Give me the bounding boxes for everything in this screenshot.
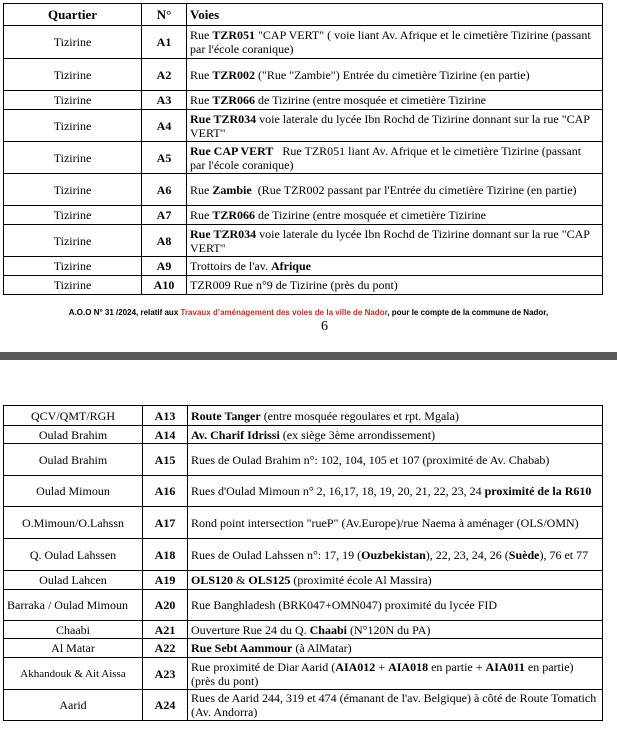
- cell-num: A21: [143, 621, 188, 639]
- cell-quartier: Tizirine: [4, 225, 142, 257]
- cell-voie: Rue TZR034 voie laterale du lycée Ibn Rochd de Tizirine donnant sur la rue "CAP VERT": [187, 225, 603, 257]
- cell-voie: Rue proximité de Diar Aarid (AIA012 + AIA018 en partie + AIA011 en partie) (près du pont): [188, 658, 603, 690]
- cell-voie: Rue TZR034 voie laterale du lycée Ibn Rochd de Tizirine donnant sur la rue "CAP VERT": [187, 110, 603, 142]
- cell-num: A24: [143, 690, 188, 721]
- table-header-row: [4, 4, 603, 26]
- cell-num: A19: [143, 571, 188, 590]
- cell-voie: Trottoirs de l'av. Afrique: [187, 257, 603, 276]
- cell-num: A13: [143, 406, 188, 426]
- page-divider: [0, 352, 617, 360]
- table-row: [4, 206, 603, 225]
- cell-quartier: Barraka / Oulad Mimoun: [4, 590, 143, 621]
- cell-quartier: Akhandouk & Ait Aissa: [4, 658, 143, 690]
- cell-num: A6: [142, 174, 187, 206]
- table-row: [4, 444, 603, 476]
- table-row: [4, 621, 603, 639]
- table-row: [4, 276, 603, 295]
- cell-quartier: O.Mimoun/O.Lahssn: [4, 507, 143, 539]
- cell-voie: Rues de Aarid 244, 319 et 474 (émanant de l'av. Belgique) à côté de Route Tomatich (Av. Andorra): [188, 690, 603, 721]
- cell-voie: OLS120 & OLS125 (proximité école Al Massira): [188, 571, 603, 590]
- cell-num: A5: [142, 142, 187, 174]
- table-row: [4, 539, 603, 571]
- cell-voie: Av. Charif Idrissi (ex siège 3ème arrondissement): [188, 426, 603, 444]
- cell-quartier: Tizirine: [4, 206, 142, 225]
- table-row: [4, 639, 603, 658]
- table-row: [4, 507, 603, 539]
- cell-quartier: Oulad Lahcen: [4, 571, 143, 590]
- cell-quartier: Tizirine: [4, 59, 142, 91]
- table-row: [4, 426, 603, 444]
- cell-voie: Rues de Oulad Lahssen n°: 17, 19 (Ouzbekistan), 22, 23, 24, 26 (Suède), 76 et 77: [188, 539, 603, 571]
- cell-quartier: Tizirine: [4, 91, 142, 110]
- cell-num: A16: [143, 476, 188, 507]
- roads-table-page-7: [3, 405, 603, 721]
- cell-num: A10: [142, 276, 187, 295]
- page-number: 6: [321, 319, 328, 334]
- table-row: [4, 406, 603, 426]
- cell-voie: Ouverture Rue 24 du Q. Chaabi (N°120N du PA): [188, 621, 603, 639]
- table-row: [4, 110, 603, 142]
- table-row: [4, 174, 603, 206]
- cell-quartier: Oulad Brahim: [4, 426, 143, 444]
- cell-voie: Rue CAP VERT Rue TZR051 liant Av. Afrique et le cimetière Tizirine (passant par l'école coranique): [187, 142, 603, 174]
- header-quartier: Quartier: [4, 4, 142, 26]
- table-row: [4, 476, 603, 507]
- cell-voie: Rue TZR002 ("Rue "Zambie") Entrée du cimetière Tizirine (en partie): [187, 59, 603, 91]
- cell-quartier: Tizirine: [4, 276, 142, 295]
- cell-num: A7: [142, 206, 187, 225]
- cell-num: A23: [143, 658, 188, 690]
- table-row: [4, 26, 603, 59]
- roads-table-page-6: [3, 3, 603, 295]
- table-row: [4, 91, 603, 110]
- cell-voie: TZR009 Rue n°9 de Tizirine (près du pont): [187, 276, 603, 295]
- table-row: [4, 571, 603, 590]
- table-row: [4, 690, 603, 721]
- cell-quartier: Aarid: [4, 690, 143, 721]
- header-voies: Voies: [187, 4, 603, 26]
- cell-quartier: Tizirine: [4, 142, 142, 174]
- cell-voie: Rue Banghladesh (BRK047+OMN047) proximité du lycée FID: [188, 590, 603, 621]
- cell-voie: Rue TZR066 de Tizirine (entre mosquée et cimetière Tizirine: [187, 206, 603, 225]
- cell-voie: Rues d'Oulad Mimoun n° 2, 16,17, 18, 19, 20, 21, 22, 23, 24 proximité de la R610: [188, 476, 603, 507]
- table-row: [4, 257, 603, 276]
- footer-title: Travaux d’aménagement des voies de la ville de Nador: [180, 308, 388, 317]
- cell-num: A20: [143, 590, 188, 621]
- cell-voie: Rues de Oulad Brahim n°: 102, 104, 105 et 107 (proximité de Av. Chabab): [188, 444, 603, 476]
- cell-num: A3: [142, 91, 187, 110]
- header-num: N°: [142, 4, 187, 26]
- cell-num: A14: [143, 426, 188, 444]
- cell-num: A8: [142, 225, 187, 257]
- cell-voie: Rue TZR051 "CAP VERT" ( voie liant Av. Afrique et le cimetière Tizirine (passant par l'école coranique): [187, 26, 603, 59]
- cell-quartier: Tizirine: [4, 174, 142, 206]
- cell-num: A4: [142, 110, 187, 142]
- table-row: [4, 658, 603, 690]
- cell-num: A17: [143, 507, 188, 539]
- cell-num: A15: [143, 444, 188, 476]
- cell-num: A18: [143, 539, 188, 571]
- document-footer: [0, 308, 617, 317]
- cell-voie: Route Tanger (entre mosquée regoulares et rpt. Mgala): [188, 406, 603, 426]
- cell-quartier: Tizirine: [4, 110, 142, 142]
- cell-num: A22: [143, 639, 188, 658]
- table-row: [4, 225, 603, 257]
- cell-quartier: QCV/QMT/RGH: [4, 406, 143, 426]
- cell-voie: Rond point intersection "rueP" (Av.Europe)/rue Naema à aménager (OLS/OMN): [188, 507, 603, 539]
- cell-voie: Rue Zambie (Rue TZR002 passant par l'Entrée du cimetière Tizirine (en partie): [187, 174, 603, 206]
- cell-quartier: Oulad Brahim: [4, 444, 143, 476]
- cell-num: A1: [142, 26, 187, 59]
- cell-num: A9: [142, 257, 187, 276]
- cell-quartier: Chaabi: [4, 621, 143, 639]
- footer-suffix: , pour le compte de la commune de Nador,: [387, 308, 549, 317]
- cell-num: A2: [142, 59, 187, 91]
- table-row: [4, 590, 603, 621]
- cell-quartier: Oulad Mimoun: [4, 476, 143, 507]
- cell-quartier: Q. Oulad Lahssen: [4, 539, 143, 571]
- cell-voie: Rue Sebt Aammour (à AlMatar): [188, 639, 603, 658]
- cell-quartier: Tizirine: [4, 26, 142, 59]
- cell-voie: Rue TZR066 de Tizirine (entre mosquée et cimetière Tizirine: [187, 91, 603, 110]
- cell-quartier: Tizirine: [4, 257, 142, 276]
- cell-quartier: Al Matar: [4, 639, 143, 658]
- footer-prefix: A.O.O N° 31 /2024, relatif aux: [68, 308, 181, 317]
- table-row: [4, 59, 603, 91]
- table-row: [4, 142, 603, 174]
